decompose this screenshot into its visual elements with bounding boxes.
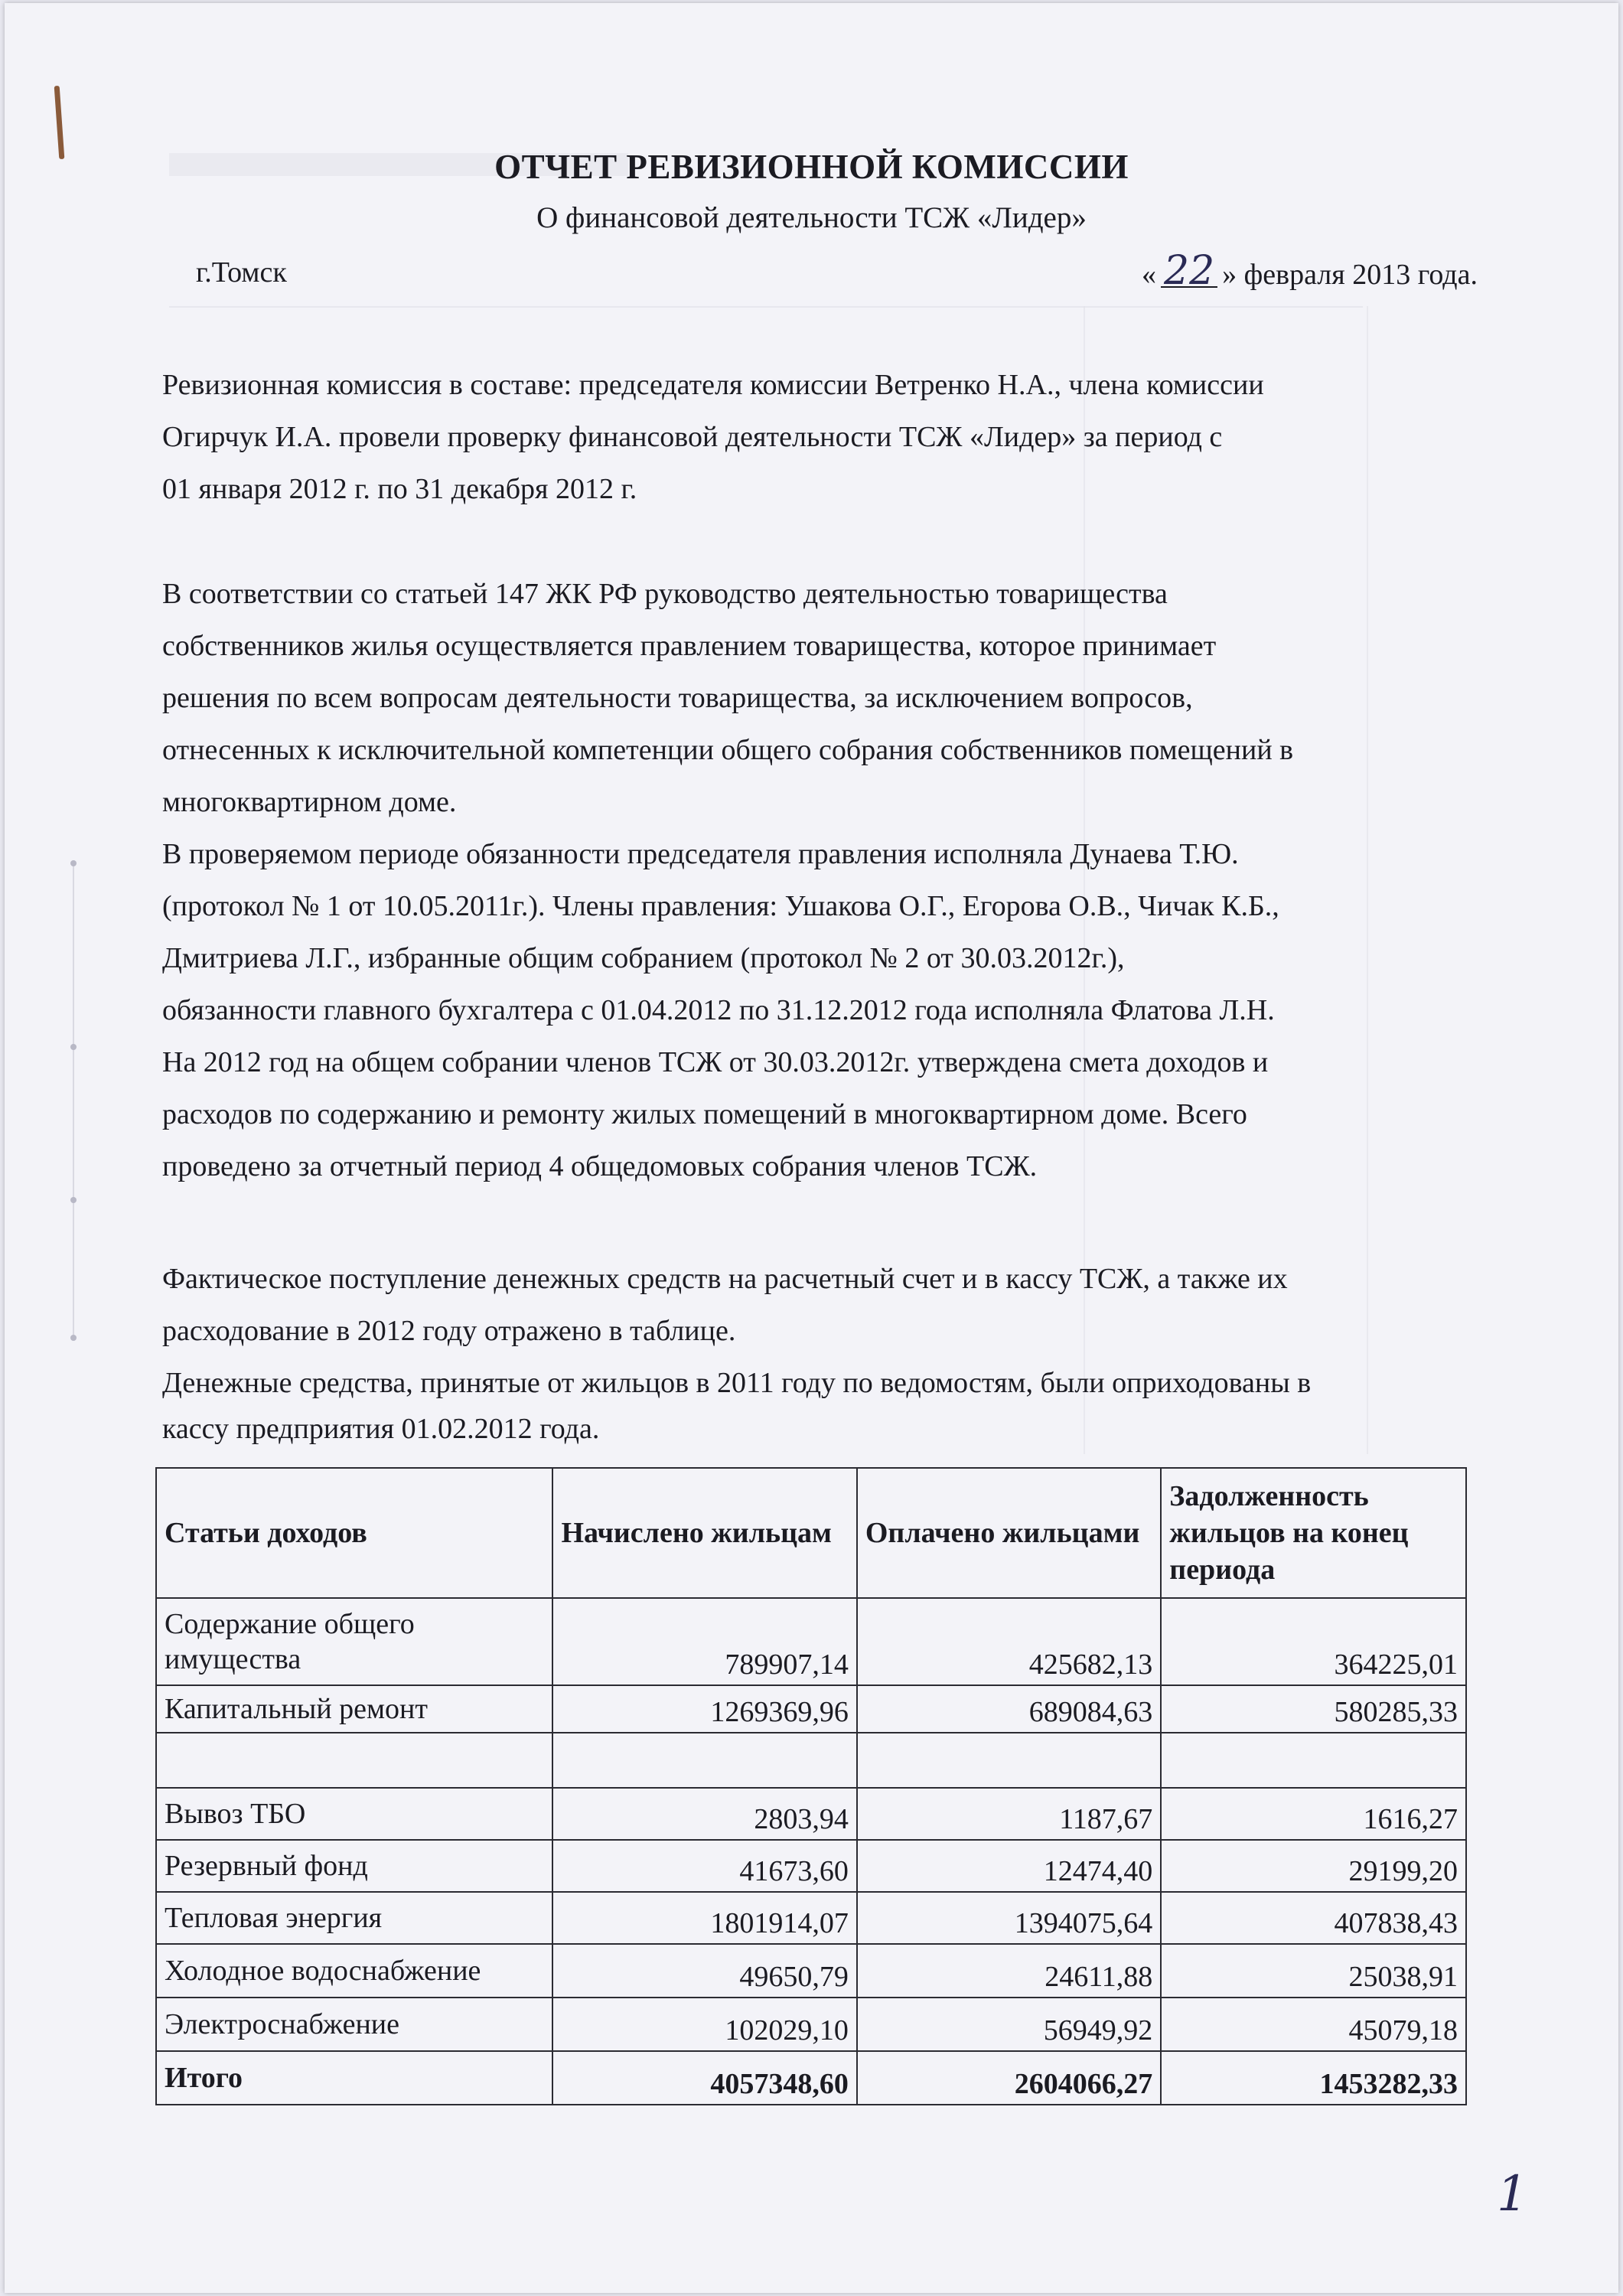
table-row — [156, 1685, 1466, 1733]
table-row — [156, 1598, 1466, 1685]
paragraph-funds — [162, 1253, 1311, 1455]
text-line: проведено за отчетный период 4 общедомовых собрания членов ТСЖ. — [162, 1150, 1038, 1182]
table-row — [156, 1944, 1466, 1998]
text-line: Огирчук И.А. провели проверку финансовой деятельности ТСЖ «Лидер» за период с — [162, 421, 1223, 453]
row-name: Резервный фонд — [156, 1840, 552, 1892]
table-row — [156, 1788, 1466, 1840]
row-name: Тепловая энергия — [156, 1892, 552, 1944]
report-subtitle: О финансовой деятельности ТСЖ «Лидер» — [536, 201, 1087, 234]
row-name: Вывоз ТБО — [156, 1788, 552, 1840]
bleed-through — [1367, 306, 1368, 1454]
text-line: Фактическое поступление денежных средств на расчетный счет и в кассу ТСЖ, а также их — [162, 1263, 1288, 1295]
row-name: Капитальный ремонт — [156, 1685, 552, 1733]
table-row — [156, 1840, 1466, 1892]
text-line: (протокол № 1 от 10.05.2011г.). Члены правления: Ушакова О.Г., Егорова О.В., Чичак К.Б., — [162, 890, 1279, 922]
date-prefix: « — [1142, 259, 1156, 291]
cell-paid: 12474,40 — [857, 1840, 1161, 1892]
bleed-through — [169, 306, 1363, 308]
page-number: 1 — [1497, 2166, 1528, 2223]
text-line: расходов по содержанию и ремонту жилых помещений в многоквартирном доме. Всего — [162, 1098, 1247, 1130]
document-page — [5, 3, 1618, 2293]
income-table — [155, 1467, 1467, 2105]
total-label: Итого — [156, 2051, 552, 2105]
table-total-row — [156, 2051, 1466, 2105]
cell-charged — [552, 1733, 856, 1788]
cell-debt — [1161, 1733, 1466, 1788]
table-row — [156, 1733, 1466, 1788]
report-date — [1142, 248, 1478, 294]
header-charged: Начислено жильцам — [552, 1468, 856, 1598]
city: г.Томск — [196, 256, 287, 289]
paragraph-management — [162, 568, 1293, 1192]
text-line: собственников жилья осуществляется правлением товарищества, которое принимает — [162, 630, 1217, 662]
cell-charged: 1269369,96 — [552, 1685, 856, 1733]
row-name: Электроснабжение — [156, 1998, 552, 2051]
cell-debt: 29199,20 — [1161, 1840, 1466, 1892]
binding-thread — [70, 845, 77, 1358]
text-line: Денежные средства, принятые от жильцов в 2011 году по ведомостям, были оприходованы в — [162, 1367, 1312, 1399]
cell-debt: 1616,27 — [1161, 1788, 1466, 1840]
text-line: Дмитриева Л.Г., избранные общим собранием (протокол № 2 от 30.03.2012г.), — [162, 942, 1125, 974]
date-suffix: » февраля 2013 года. — [1222, 259, 1478, 291]
text-line: В проверяемом периоде обязанности председателя правления исполняла Дунаева Т.Ю. — [162, 838, 1239, 870]
text-line: решения по всем вопросам деятельности товарищества, за исключением вопросов, — [162, 682, 1193, 714]
table-row — [156, 1892, 1466, 1944]
text-line: отнесенных к исключительной компетенции общего собрания собственников помещений в — [162, 734, 1294, 766]
cell-paid: 24611,88 — [857, 1944, 1161, 1998]
row-name: Холодное водоснабжение — [156, 1944, 552, 1998]
cell-paid: 425682,13 — [857, 1598, 1161, 1685]
row-name — [156, 1733, 552, 1788]
header-paid: Оплачено жильцами — [857, 1468, 1161, 1598]
total-charged: 4057348,60 — [552, 2051, 856, 2105]
header-income-items: Статьи доходов — [156, 1468, 552, 1598]
paragraph-commission — [162, 359, 1264, 515]
text-line: 01 января 2012 г. по 31 декабря 2012 г. — [162, 473, 637, 505]
text-line: Ревизионная комиссия в составе: председателя комиссии Ветренко Н.А., члена комиссии — [162, 369, 1264, 401]
cell-charged: 1801914,07 — [552, 1892, 856, 1944]
cell-charged: 102029,10 — [552, 1998, 856, 2051]
text-line: многоквартирном доме. — [162, 786, 457, 818]
cell-charged: 49650,79 — [552, 1944, 856, 1998]
cell-paid: 1187,67 — [857, 1788, 1161, 1840]
cell-paid: 56949,92 — [857, 1998, 1161, 2051]
cell-charged: 41673,60 — [552, 1840, 856, 1892]
cell-paid: 689084,63 — [857, 1685, 1161, 1733]
cell-debt: 407838,43 — [1161, 1892, 1466, 1944]
header-debt: Задолженность жильцов на конец периода — [1161, 1468, 1466, 1598]
text-line: На 2012 год на общем собрании членов ТСЖ от 30.03.2012г. утверждена смета доходов и — [162, 1046, 1269, 1078]
cell-debt: 45079,18 — [1161, 1998, 1466, 2051]
text-line: В соответствии со статьей 147 ЖК РФ руководство деятельностью товарищества — [162, 578, 1168, 610]
text-line: обязанности главного бухгалтера с 01.04.2012 по 31.12.2012 года исполняла Флатова Л.Н. — [162, 994, 1275, 1026]
total-debt: 1453282,33 — [1161, 2051, 1466, 2105]
total-paid: 2604066,27 — [857, 2051, 1161, 2105]
cell-charged: 789907,14 — [552, 1598, 856, 1685]
cell-charged: 2803,94 — [552, 1788, 856, 1840]
table-row — [156, 1998, 1466, 2051]
cell-debt: 25038,91 — [1161, 1944, 1466, 1998]
cell-paid — [857, 1733, 1161, 1788]
cell-debt: 580285,33 — [1161, 1685, 1466, 1733]
row-name: Содержание общего имущества — [156, 1598, 552, 1685]
cell-paid: 1394075,64 — [857, 1892, 1161, 1944]
text-line: кассу предприятия 01.02.2012 года. — [162, 1413, 600, 1445]
cell-debt: 364225,01 — [1161, 1598, 1466, 1685]
handwritten-day: 22 — [1161, 256, 1217, 288]
report-title: ОТЧЕТ РЕВИЗИОННОЙ КОМИССИИ — [494, 148, 1129, 186]
text-line: расходование в 2012 году отражено в таблице. — [162, 1315, 736, 1347]
